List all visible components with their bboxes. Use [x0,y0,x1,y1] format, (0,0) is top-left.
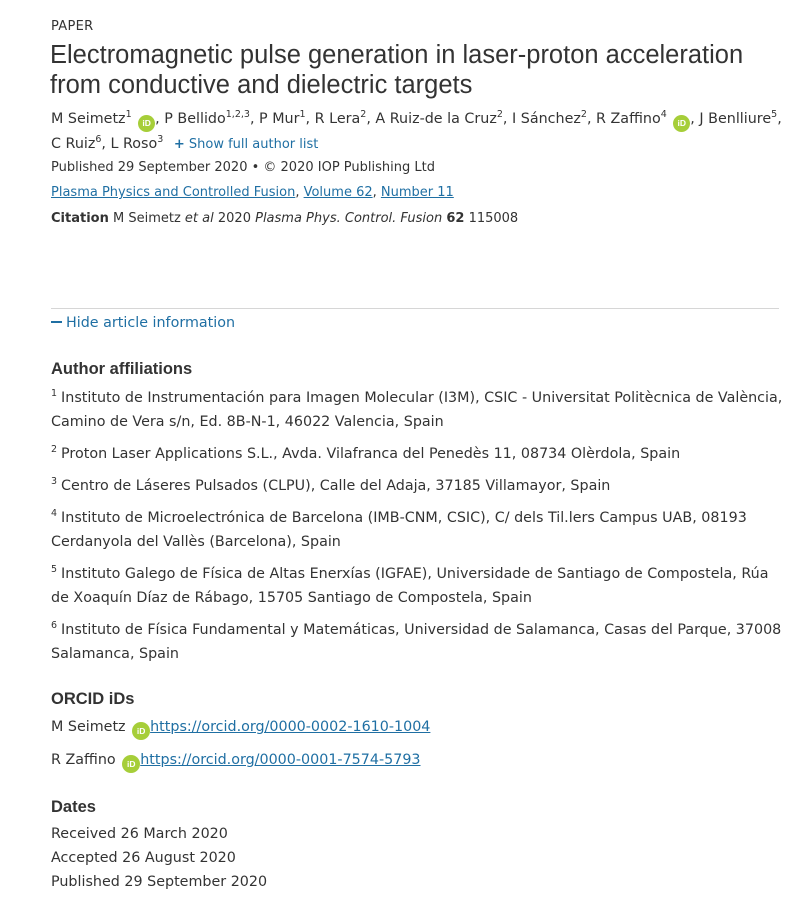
affiliation-text: Instituto de Física Fundamental y Matemáticas, Universidad de Salamanca, Casas del Parque, 37008 Salamanca, Spain [51,622,782,662]
author-name[interactable]: C Ruiz [51,136,96,152]
citation-label: Citation [51,211,109,226]
affiliation-item [51,506,786,554]
citation-volume: 62 [446,211,465,226]
hide-article-information-toggle[interactable] [51,315,235,331]
citation [51,211,518,226]
date-label: Accepted [51,850,118,866]
plus-icon: + [173,137,185,152]
dates-heading: Dates [51,798,96,816]
orcid-link[interactable]: https://orcid.org/0000-0001-7574-5793 [140,752,421,768]
affiliation-item [51,442,786,466]
author-name[interactable]: R Zaffino [596,111,661,127]
affiliation-text: Instituto de Instrumentación para Imagen Molecular (I3M), CSIC - Universitat Politècnica de València, Camino de Vera s/n, Ed. 8B-N-1, 46022 Valencia, Spain [51,390,783,430]
author-name[interactable]: P Bellido [164,111,226,127]
citation-etal: et al [184,211,214,226]
affiliation-number: 1 [51,388,58,399]
affiliation-ref: 3 [157,134,164,145]
affiliation-item [51,386,786,434]
article-type-label: PAPER [51,19,94,34]
author-name[interactable]: P Mur [259,111,300,127]
affiliation-number: 3 [51,476,58,487]
separator: , [372,185,381,200]
affiliation-item [51,618,786,666]
affiliation-ref: 2 [360,109,367,120]
affiliation-ref: 1 [299,109,306,120]
date-published [51,874,267,890]
divider [51,308,779,309]
orcid-icon[interactable]: iD [138,115,155,132]
affiliation-ref: 5 [771,109,778,120]
orcid-icon[interactable]: iD [132,722,150,740]
affiliation-text: Instituto de Microelectrónica de Barcelona (IMB-CNM, CSIC), C/ dels Til.lers Campus UAB, 08193 Cerdanyola del Vallès (Barcelona), Spain [51,510,747,550]
date-value: 29 September 2020 [124,874,268,890]
orcid-link[interactable]: https://orcid.org/0000-0002-1610-1004 [150,719,431,735]
orcid-author-name: R Zaffino [51,752,116,768]
orcid-author-name: M Seimetz [51,719,126,735]
orcid-entry [51,752,421,773]
date-accepted [51,850,236,866]
affiliation-item [51,474,786,498]
minus-icon [51,321,62,323]
date-label: Received [51,826,117,842]
affiliation-number: 6 [51,620,58,631]
volume-link[interactable]: Volume 62 [303,185,373,200]
show-full-author-list-link[interactable] [168,137,319,152]
citation-journal: Plasma Phys. Control. Fusion [255,211,443,226]
affiliations-heading: Author affiliations [51,360,193,378]
citation-authors: M Seimetz [112,211,181,226]
journal-link[interactable]: Plasma Physics and Controlled Fusion [51,185,296,200]
author-name[interactable]: I Sánchez [512,111,581,127]
date-value: 26 March 2020 [120,826,228,842]
orcid-icon[interactable]: iD [122,755,140,773]
affiliation-ref: 6 [95,134,102,145]
orcid-icon[interactable]: iD [673,115,690,132]
journal-links [51,185,454,200]
affiliation-ref: 2 [496,109,503,120]
published-line: Published 29 September 2020 • © 2020 IOP Publishing Ltd [51,160,435,175]
separator: , [295,185,304,200]
affiliation-ref: 1 [125,109,132,120]
author-name[interactable]: L Roso [110,136,158,152]
author-name[interactable]: A Ruiz-de la Cruz [375,111,497,127]
affiliation-number: 5 [51,564,58,575]
orcid-entry [51,719,430,740]
affiliation-text: Proton Laser Applications S.L., Avda. Vilafranca del Penedès 11, 08734 Olèrdola, Spain [61,446,681,462]
affiliation-text: Centro de Láseres Pulsados (CLPU), Calle del Adaja, 37185 Villamayor, Spain [61,478,611,494]
citation-year: 2020 [217,211,251,226]
affiliation-ref: 2 [580,109,587,120]
affiliation-ref: 1,2,3 [225,109,250,120]
affiliation-ref: 4 [660,109,667,120]
affiliation-number: 4 [51,508,58,519]
author-name[interactable]: J Benlliure [699,111,772,127]
author-name[interactable]: R Lera [314,111,361,127]
show-authors-label: Show full author list [188,137,319,152]
date-label: Published [51,874,120,890]
affiliation-number: 2 [51,444,58,455]
affiliation-item [51,562,786,610]
date-value: 26 August 2020 [122,850,236,866]
orcid-heading: ORCID iDs [51,690,135,708]
issue-link[interactable]: Number 11 [380,185,454,200]
author-list: M Seimetz$^1$ iD , P Bellido$^{1,2,3}$, P Mur$^1$, R Lera$^2$, A Ruiz-de la Cruz$^2$, I Sánchez$^2$, R Zaffino$^4$ iD , J Benlliure$^5$, C Ruiz$^6$, L Roso$^3$ + Show full author list [51,109,782,152]
citation-article: 115008 [468,211,519,226]
article-title: Electromagnetic pulse generation in laser-proton acceleration from conductive and dielectric targets [50,41,744,99]
affiliation-text: Instituto Galego de Física de Altas Enerxías (IGFAE), Universidade de Santiago de Compostela, Rúa de Xoaquín Díaz de Rábago, 15705 Santiago de Compostela, Spain [51,566,769,606]
author-name[interactable]: M Seimetz [51,111,126,127]
date-received [51,826,228,842]
hide-info-label: Hide article information [66,315,236,331]
